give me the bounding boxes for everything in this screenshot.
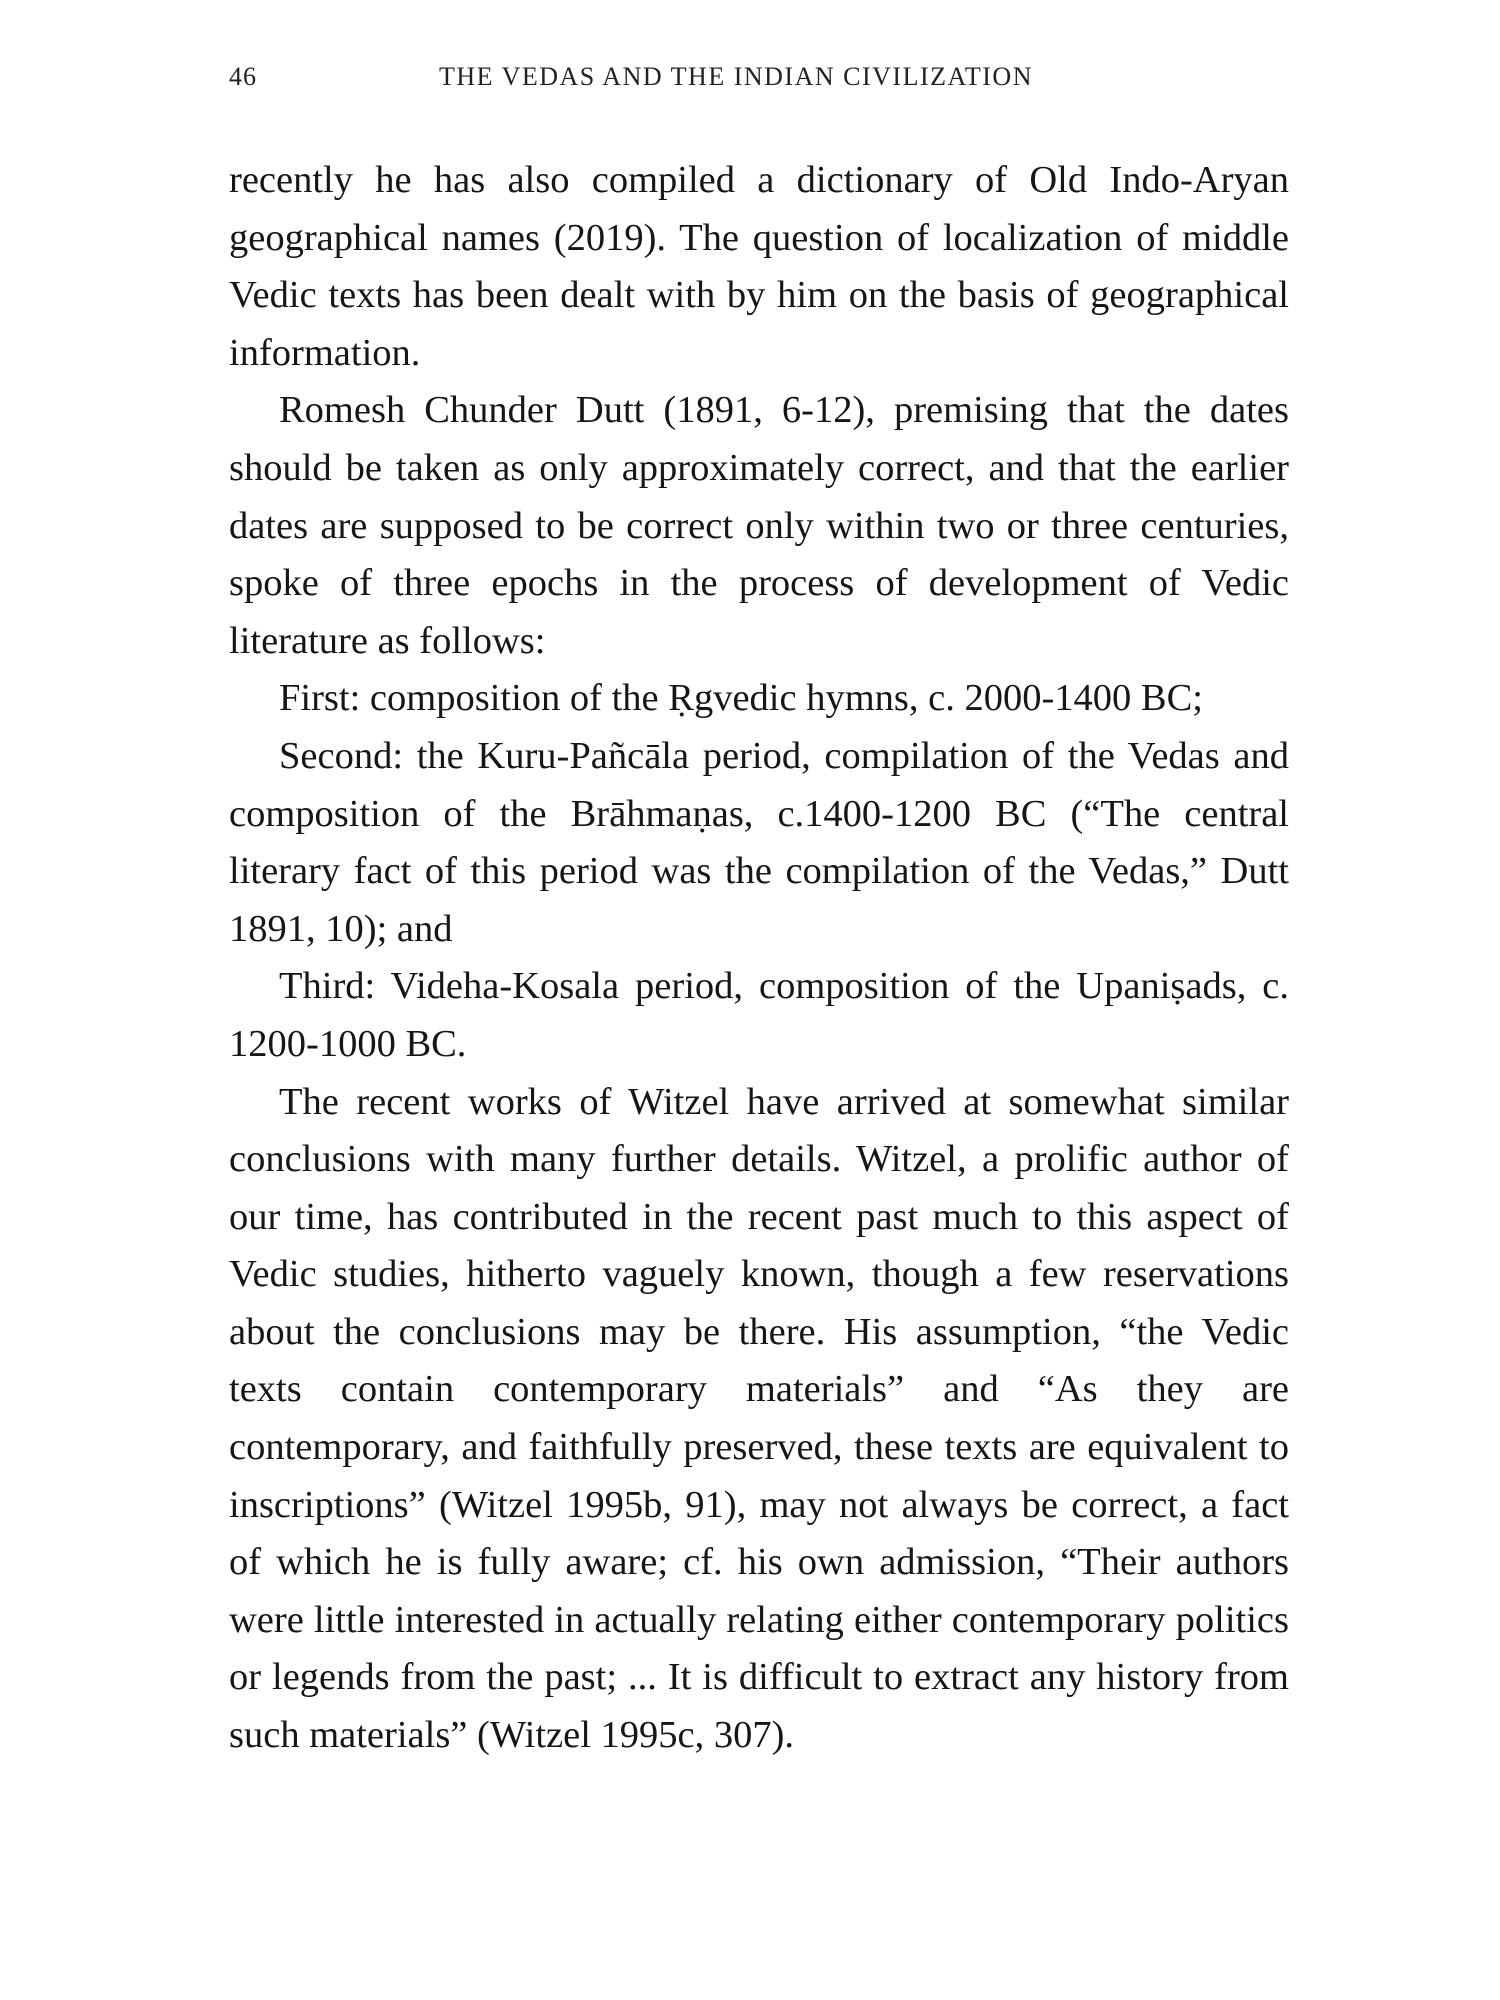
paragraph-first-epoch: First: composition of the Ṛgvedic hymns, c. 2000-1400 BC; [279,677,1203,720]
paragraph-witzel: The recent works of Witzel have arrived at somewhat similar conclusions with many further details. Witzel, a prolific author of our time, has contributed in the recent past much to this aspect of Vedic studies, hitherto vaguely known, though a few reservations about the conclusions may be there. His assumption, “the Vedic texts contain contemporary materials” and “As they are contemporary, and faithfully preserved, these texts are equivalent to inscriptions” (Witzel 1995b, 91), may not always be correct, a fact of which he is fully aware; cf. his own admission, “Their authors were little interested in actually relating either contemporary politics or legends from the past; ... It is difficult to extract any history from such materials” (Witzel 1995c, 307). [229,1080,1289,1757]
paragraph-dutt-epochs: Romesh Chunder Dutt (1891, 6-12), premising that the dates should be taken as only approximately correct, and that the earlier dates are supposed to be correct only within two or three centuries, spoke of three epochs in the process of development of Vedic literature as follows: [229,389,1289,662]
paragraph-continuation: recently he has also compiled a dictionary of Old Indo-Aryan geographical names (2019). The question of localization of middle Vedic texts has been dealt with by him on the basis of geographical information. [229,159,1289,374]
running-header [229,62,1289,102]
page-number: 46 [229,62,257,91]
body-text [229,152,1289,1765]
paragraph-second-epoch: Second: the Kuru-Pañcāla period, compilation of the Vedas and composition of the Brāhmaṇas, c.1400-1200 BC (“The central literary fact of this period was the compilation of the Vedas,” Dutt 1891, 10); and [229,734,1289,950]
paragraph-third-epoch: Third: Videha-Kosala period, composition of the Upaniṣads, c. 1200-1000 BC. [229,965,1289,1065]
running-title: THE VEDAS AND THE INDIAN CIVILIZATION [439,62,1033,91]
